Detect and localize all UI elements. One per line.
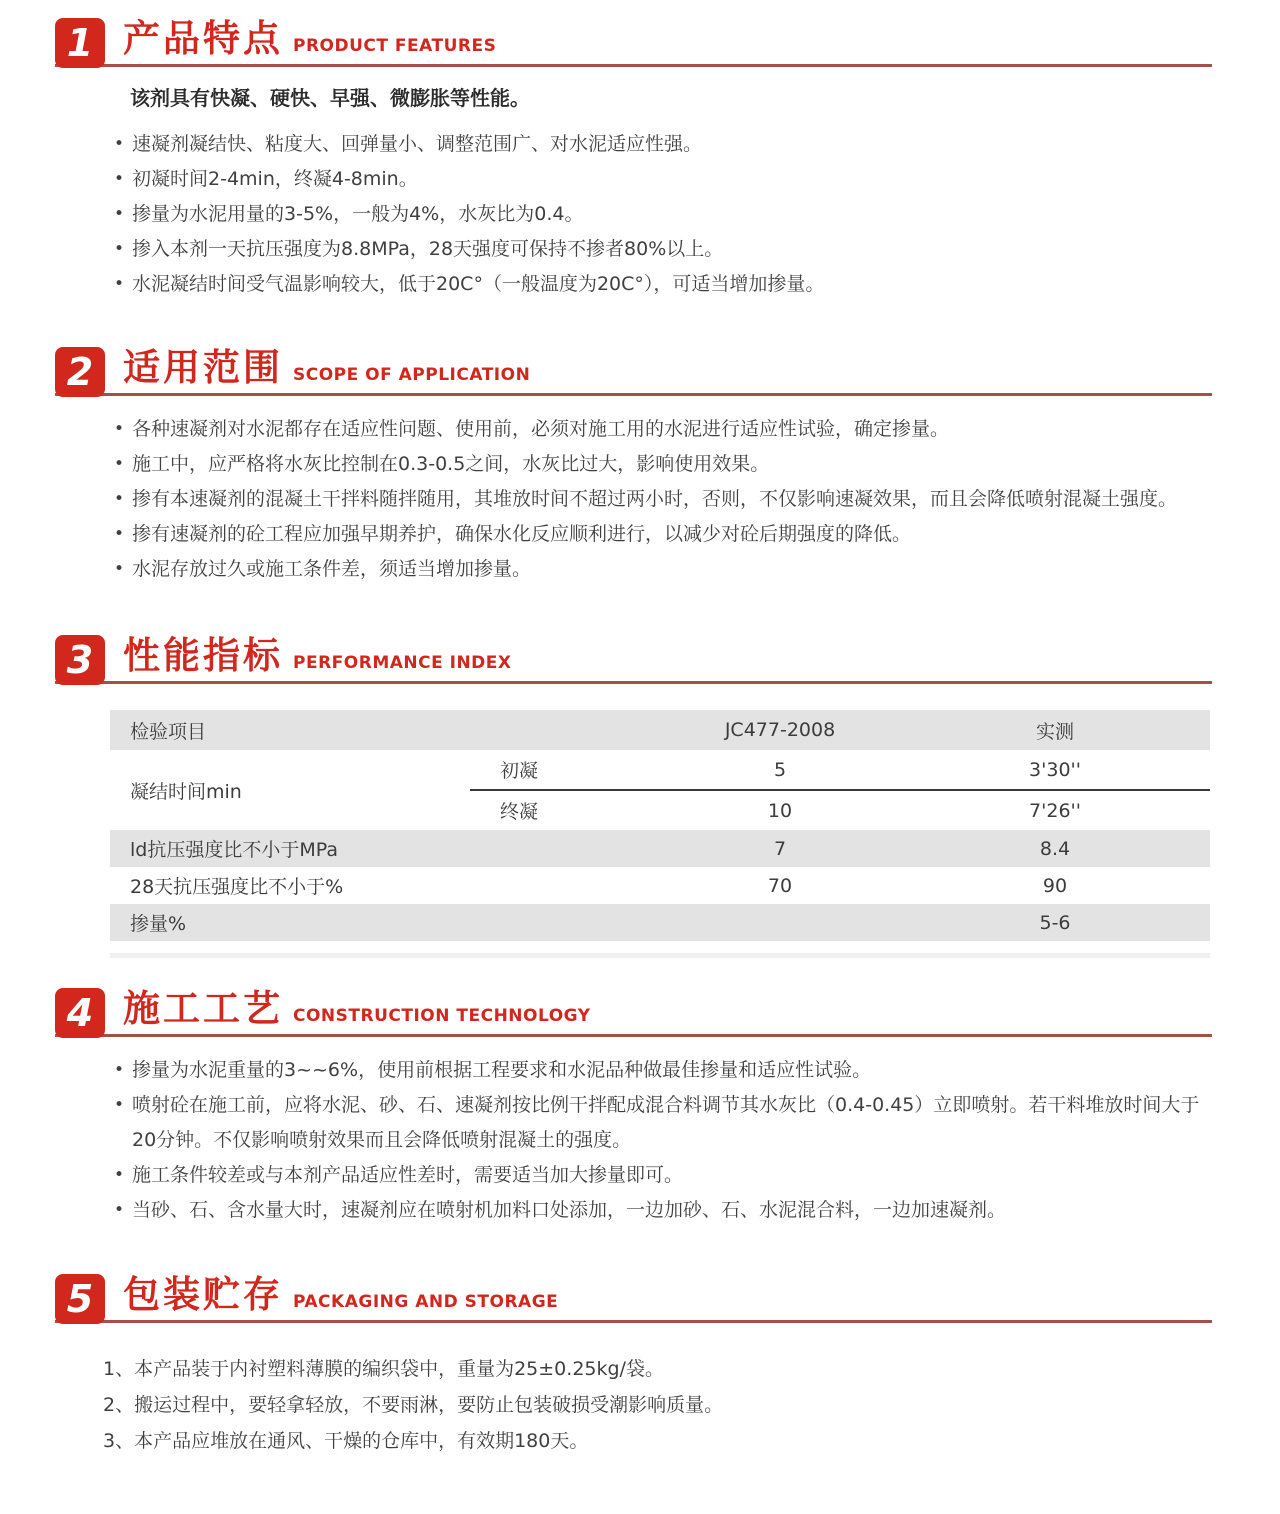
bullet-dot-icon: • bbox=[114, 274, 125, 294]
bullet-item bbox=[112, 127, 1214, 162]
bullet-dot-icon: • bbox=[114, 1165, 125, 1185]
section-header bbox=[55, 347, 1212, 396]
bullet-text: 喷射砼在施工前，应将水泥、砂、石、速凝剂按比例干拌配成混合料调节其水灰比（0.4-0.45）立即喷射。若干料堆放时间大于20分钟。不仅影响喷射效果而且会降低喷射混凝土的强度。 bbox=[132, 1094, 1200, 1151]
bullet-text: 掺入本剂一天抗压强度为8.8MPa，28天强度可保持不掺者80%以上。 bbox=[132, 238, 724, 260]
cell-measured-value: 3'30'' bbox=[900, 750, 1210, 790]
section-title: 性能指标 bbox=[123, 634, 283, 677]
section-performance-index bbox=[0, 635, 1280, 958]
bullet-dot-icon: • bbox=[114, 169, 125, 189]
section-scope-of-application bbox=[0, 347, 1280, 587]
section-header bbox=[55, 988, 1212, 1037]
section-construction-technology bbox=[0, 988, 1280, 1228]
numbered-item: 3、本产品应堆放在通风、干燥的仓库中，有效期180天。 bbox=[103, 1430, 589, 1452]
bullet-dot-icon: • bbox=[114, 524, 125, 544]
bullet-item bbox=[112, 1158, 1214, 1193]
cell-standard-value bbox=[660, 904, 900, 941]
section-packaging-and-storage bbox=[0, 1274, 1280, 1459]
bullet-item bbox=[112, 412, 1214, 447]
bullet-text: 水泥凝结时间受气温影响较大，低于20C°（一般温度为20C°），可适当增加掺量。 bbox=[132, 273, 825, 295]
section-subtitle-en: PERFORMANCE INDEX bbox=[293, 653, 512, 673]
bullet-dot-icon: • bbox=[114, 419, 125, 439]
section-number-badge: 3 bbox=[55, 635, 105, 685]
section-title: 包装贮存 bbox=[123, 1273, 283, 1316]
cell-standard-value: 7 bbox=[773, 837, 787, 860]
bullet-text: 速凝剂凝结快、粘度大、回弹量小、调整范围广、对水泥适应性强。 bbox=[132, 133, 703, 155]
bullet-text: 初凝时间2-4min，终凝4-8min。 bbox=[132, 168, 418, 190]
table-row-dosage bbox=[110, 904, 1210, 941]
section-number-badge: 1 bbox=[55, 18, 105, 68]
bullet-text: 水泥存放过久或施工条件差，须适当增加掺量。 bbox=[132, 558, 532, 580]
section-subtitle-en: PACKAGING AND STORAGE bbox=[293, 1292, 559, 1312]
section-header bbox=[55, 1274, 1212, 1323]
packaging-item-list bbox=[0, 1351, 1280, 1459]
table-bottom-divider bbox=[110, 953, 1210, 958]
bullet-text: 施工中，应严格将水灰比控制在0.3-0.5之间，水灰比过大，影响使用效果。 bbox=[132, 453, 770, 475]
bullet-dot-icon: • bbox=[114, 1060, 125, 1080]
bullet-item bbox=[112, 267, 1214, 302]
bullet-item bbox=[112, 162, 1214, 197]
bullet-text: 掺有速凝剂的砼工程应加强早期养护，确保水化反应顺利进行，以减少对砼后期强度的降低。 bbox=[132, 523, 912, 545]
cell-measured-value: 8.4 bbox=[1039, 837, 1071, 860]
intro-line: 该剂具有快凝、硬快、早强、微膨胀等性能。 bbox=[130, 86, 530, 110]
section-number-badge: 5 bbox=[55, 1274, 105, 1324]
features-bullet-list bbox=[0, 127, 1280, 302]
section-header bbox=[55, 18, 1212, 67]
table-header-row bbox=[110, 710, 1210, 750]
bullet-text: 掺有本速凝剂的混凝土干拌料随拌随用，其堆放时间不超过两小时，否则，不仅影响速凝效果，而且会降低喷射混凝土强度。 bbox=[132, 488, 1178, 510]
cell-item-label: 掺量% bbox=[130, 913, 187, 935]
bullet-text: 施工条件较差或与本剂产品适应性差时，需要适当加大掺量即可。 bbox=[132, 1164, 684, 1186]
table-row-initial-setting bbox=[110, 750, 1210, 790]
bullet-item bbox=[112, 517, 1214, 552]
bullet-dot-icon: • bbox=[114, 239, 125, 259]
col-header-measured: 实测 bbox=[1036, 720, 1075, 743]
cell-standard-value: 10 bbox=[767, 799, 793, 822]
bullet-dot-icon: • bbox=[114, 204, 125, 224]
cell-measured-value: 90 bbox=[1042, 874, 1068, 897]
cell-standard-value: 70 bbox=[767, 874, 793, 897]
bullet-text: 掺量为水泥用量的3-5%，一般为4%，水灰比为0.4。 bbox=[132, 203, 584, 225]
cell-sub-label: 初凝 bbox=[470, 750, 660, 790]
bullet-item bbox=[112, 482, 1214, 517]
table-row-28d-strength bbox=[110, 867, 1210, 904]
bullet-item bbox=[112, 1088, 1214, 1158]
numbered-item: 1、本产品装于内衬塑料薄膜的编织袋中，重量为25±0.25kg/袋。 bbox=[103, 1358, 664, 1380]
bullet-dot-icon: • bbox=[114, 134, 125, 154]
cell-item-label: ld抗压强度比不小于MPa bbox=[130, 839, 338, 861]
cell-item-label: 28天抗压强度比不小于% bbox=[130, 876, 344, 898]
bullet-dot-icon: • bbox=[114, 489, 125, 509]
numbered-item: 2、搬运过程中，要轻拿轻放，不要雨淋，要防止包装破损受潮影响质量。 bbox=[103, 1394, 724, 1416]
section-product-features bbox=[0, 18, 1280, 302]
bullet-text: 掺量为水泥重量的3~~6%，使用前根据工程要求和水泥品种做最佳掺量和适应性试验。 bbox=[132, 1059, 872, 1081]
bullet-dot-icon: • bbox=[114, 454, 125, 474]
bullet-item bbox=[112, 552, 1214, 587]
cell-measured-value: 7'26'' bbox=[1029, 799, 1081, 822]
section-number-badge: 2 bbox=[55, 347, 105, 397]
cell-measured-value: 5-6 bbox=[1039, 911, 1071, 934]
performance-table bbox=[110, 710, 1210, 941]
scope-bullet-list bbox=[0, 412, 1280, 587]
bullet-dot-icon: • bbox=[114, 1095, 125, 1115]
bullet-item bbox=[112, 447, 1214, 482]
cell-setting-time-label: 凝结时间min bbox=[130, 780, 242, 803]
construction-bullet-list bbox=[0, 1053, 1280, 1228]
table-row-1d-strength bbox=[110, 830, 1210, 867]
bullet-dot-icon: • bbox=[114, 559, 125, 579]
bullet-item bbox=[112, 197, 1214, 232]
bullet-item bbox=[112, 1053, 1214, 1088]
col-header-standard: JC477-2008 bbox=[724, 719, 836, 741]
cell-sub-label: 终凝 bbox=[500, 801, 539, 823]
bullet-text: 当砂、石、含水量大时，速凝剂应在喷射机加料口处添加，一边加砂、石、水泥混合料，一边加速凝剂。 bbox=[132, 1199, 1007, 1221]
section-header bbox=[55, 635, 1212, 684]
section-title: 产品特点 bbox=[123, 17, 283, 60]
bullet-item bbox=[112, 1193, 1214, 1228]
bullet-text: 各种速凝剂对水泥都存在适应性问题、使用前，必须对施工用的水泥进行适应性试验，确定掺量。 bbox=[132, 418, 950, 440]
section-number-badge: 4 bbox=[55, 988, 105, 1038]
section-title: 施工工艺 bbox=[123, 987, 283, 1030]
cell-standard-value: 5 bbox=[660, 750, 900, 790]
section-title: 适用范围 bbox=[123, 346, 283, 389]
bullet-dot-icon: • bbox=[114, 1200, 125, 1220]
bullet-item bbox=[112, 232, 1214, 267]
section-subtitle-en: CONSTRUCTION TECHNOLOGY bbox=[293, 1006, 591, 1026]
col-header-inspection-item: 检验项目 bbox=[130, 720, 207, 743]
section-subtitle-en: SCOPE OF APPLICATION bbox=[293, 365, 531, 385]
section-subtitle-en: PRODUCT FEATURES bbox=[293, 36, 497, 56]
